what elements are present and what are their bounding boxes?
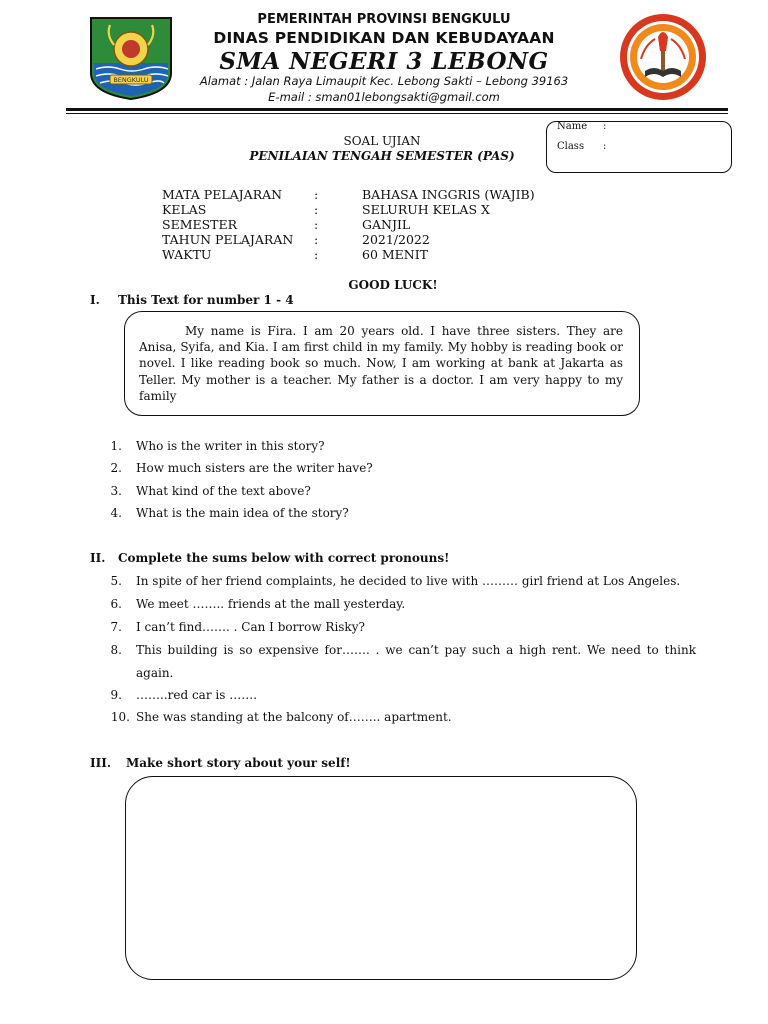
question-number: 6. bbox=[110, 597, 122, 611]
reading-passage: My name is Fira. I am 20 years old. I have three sisters. They are Anisa, Syifa, and Kia. I am first child in my family. My hobby is reading book or novel. I like reading book so much. Now, I am working at bank at Jakarta as Teller. My mother is a teacher. My father is a doctor. I am very happy to my family bbox=[139, 324, 623, 403]
question-text: She was standing at the balcony of…….. apartment. bbox=[136, 710, 452, 724]
info-value: 60 MENIT bbox=[362, 247, 429, 262]
info-value: BAHASA INGGRIS (WAJIB) bbox=[362, 187, 535, 202]
reading-passage-box bbox=[124, 311, 640, 416]
exam-title: SOAL UJIAN bbox=[343, 134, 421, 148]
info-colon: : bbox=[314, 232, 319, 247]
question-number: 1. bbox=[110, 439, 122, 453]
question-number: 5. bbox=[110, 574, 122, 588]
info-colon: : bbox=[314, 202, 319, 217]
question-text: We meet …….. friends at the mall yesterday. bbox=[136, 597, 406, 611]
class-colon: : bbox=[603, 141, 607, 152]
info-value: 2021/2022 bbox=[362, 232, 430, 247]
exam-subtitle: PENILAIAN TENGAH SEMESTER (PAS) bbox=[249, 149, 515, 163]
question-number: 10. bbox=[110, 710, 130, 724]
name-colon: : bbox=[603, 121, 607, 132]
question-text-continued: again. bbox=[136, 666, 174, 680]
section-3-number: III. bbox=[90, 756, 112, 770]
question-text: Who is the writer in this story? bbox=[136, 439, 325, 453]
header-divider-thin bbox=[66, 113, 728, 114]
section-1-number: I. bbox=[90, 293, 100, 307]
question-number: 2. bbox=[110, 461, 122, 475]
question-text: What is the main idea of the story? bbox=[136, 506, 349, 520]
story-answer-box[interactable] bbox=[125, 776, 637, 980]
question-number: 9. bbox=[110, 688, 122, 702]
info-key: SEMESTER bbox=[162, 217, 238, 232]
good-luck-text: GOOD LUCK! bbox=[348, 278, 438, 292]
section-2-number: II. bbox=[90, 551, 106, 565]
question-text: I can’t find……. . Can I borrow Risky? bbox=[136, 620, 365, 634]
question-text: How much sisters are the writer have? bbox=[136, 461, 373, 475]
question-text: ……..red car is ……. bbox=[136, 688, 258, 702]
section-1-title: This Text for number 1 - 4 bbox=[118, 293, 294, 307]
info-key: TAHUN PELAJARAN bbox=[162, 232, 294, 247]
info-value: SELURUH KELAS X bbox=[362, 202, 490, 217]
header-government: PEMERINTAH PROVINSI BENGKULU bbox=[257, 12, 511, 27]
question-text: This building is so expensive for……. . we can’t pay such a high rent. We need to think bbox=[136, 643, 696, 657]
question-text: In spite of her friend complaints, he decided to live with ……… girl friend at Los Angeles. bbox=[136, 574, 681, 588]
header-address: Alamat : Jalan Raya Limaupit Kec. Lebong Sakti – Lebong 39163 bbox=[199, 74, 569, 88]
section-3-title: Make short story about your self! bbox=[126, 756, 351, 770]
info-value: GANJIL bbox=[362, 217, 411, 232]
header-email: E-mail : sman01lebongsakti@gmail.com bbox=[268, 90, 500, 104]
info-key: KELAS bbox=[162, 202, 207, 217]
info-colon: : bbox=[314, 247, 319, 262]
question-number: 3. bbox=[110, 484, 122, 498]
header-school-name: SMA NEGERI 3 LEBONG bbox=[219, 48, 549, 75]
question-number: 7. bbox=[110, 620, 122, 634]
emblem-ribbon-text: BENGKULU bbox=[113, 76, 149, 84]
header-department: DINAS PENDIDIKAN DAN KEBUDAYAAN bbox=[213, 29, 555, 47]
section-1-heading bbox=[90, 293, 294, 307]
section-2-heading bbox=[90, 551, 449, 565]
info-key: WAKTU bbox=[162, 247, 212, 262]
question-number: 8. bbox=[110, 643, 122, 657]
section-2-title: Complete the sums below with correct pronouns! bbox=[118, 551, 450, 565]
name-row bbox=[557, 121, 607, 132]
question-text: What kind of the text above? bbox=[136, 484, 311, 498]
info-key: MATA PELAJARAN bbox=[162, 187, 283, 202]
section-3-heading bbox=[90, 756, 351, 770]
question-number: 4. bbox=[110, 506, 122, 520]
header-divider-thick bbox=[66, 108, 728, 111]
info-colon: : bbox=[314, 187, 319, 202]
student-id-box bbox=[546, 121, 732, 173]
info-colon: : bbox=[314, 217, 319, 232]
class-label: Class bbox=[557, 141, 585, 152]
name-label: Name bbox=[557, 121, 588, 132]
